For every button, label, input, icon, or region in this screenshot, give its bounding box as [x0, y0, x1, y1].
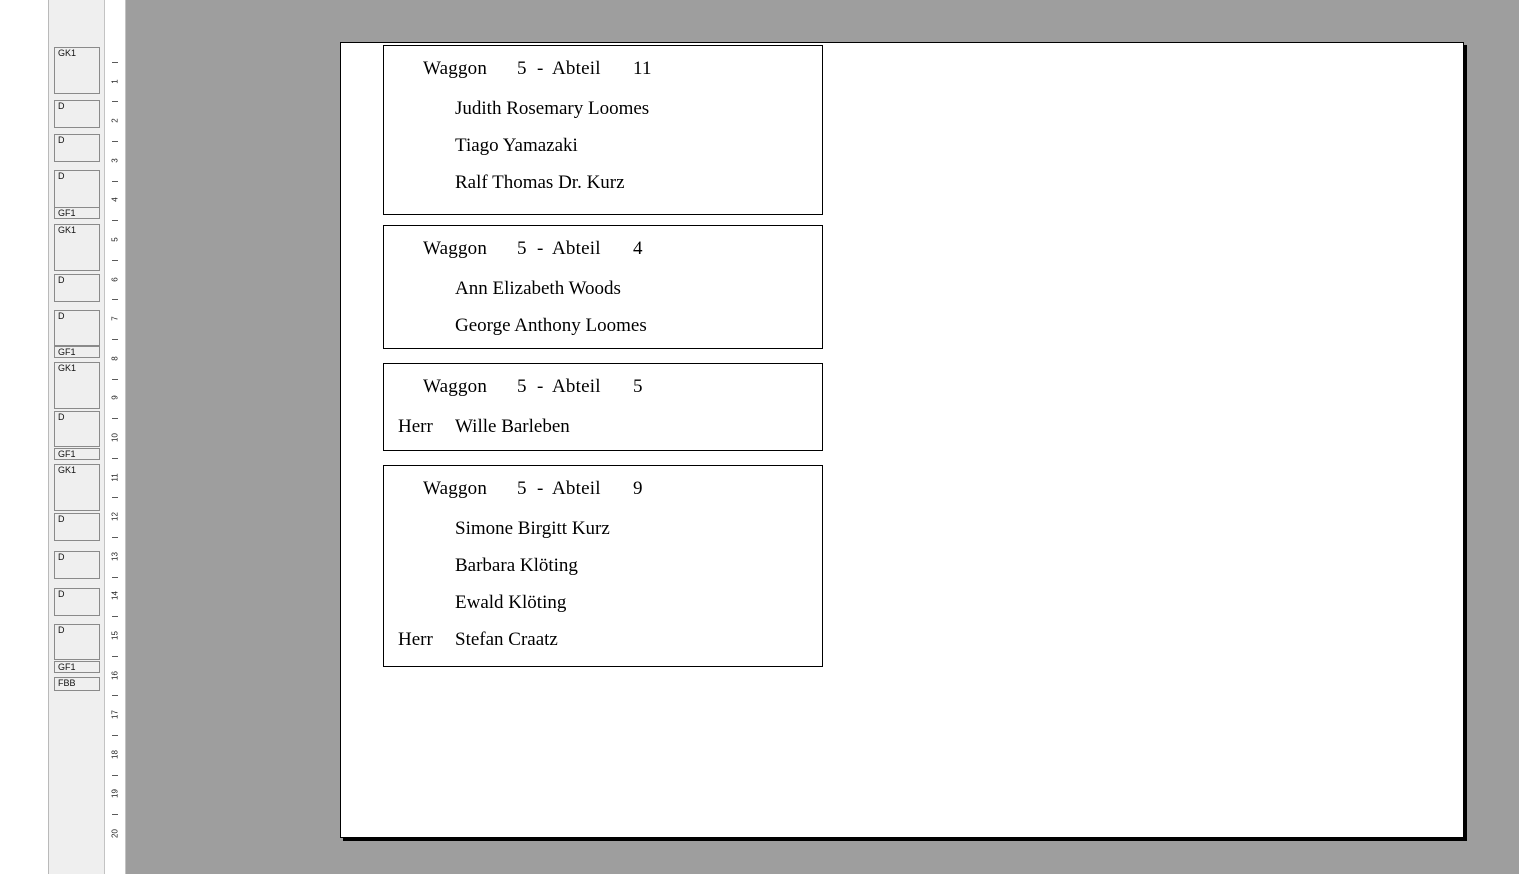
band-label: D	[58, 514, 65, 524]
waggon-word: Waggon	[423, 376, 488, 397]
ruler-minor-tick	[112, 656, 118, 657]
band-label: D	[58, 552, 65, 562]
ruler-minor-tick	[112, 537, 118, 538]
ruler-minor-tick	[112, 814, 118, 815]
ruler-minor-tick	[112, 379, 118, 380]
band-label: D	[58, 275, 65, 285]
ruler-minor-tick	[112, 101, 118, 102]
ruler-tick-label: 18	[110, 749, 120, 759]
band-label: FBB	[58, 678, 76, 688]
person-name: George Anthony Loomes	[455, 315, 647, 336]
band-gf1-11[interactable]	[54, 448, 100, 460]
abteil-number: 5	[633, 376, 643, 397]
band-gf1-17[interactable]	[54, 661, 100, 673]
band-gk1-5[interactable]	[54, 224, 100, 271]
abteil-number: 11	[633, 58, 652, 79]
header-separator: -	[537, 478, 544, 499]
band-label: GK1	[58, 48, 77, 58]
person-name: Simone Birgitt Kurz	[455, 518, 610, 539]
vertical-ruler	[105, 0, 126, 874]
band-label: D	[58, 171, 65, 181]
design-canvas[interactable]	[126, 0, 1519, 874]
waggon-number: 5	[517, 376, 527, 397]
ruler-minor-tick	[112, 775, 118, 776]
person-name: Wille Barleben	[455, 416, 570, 437]
band-label: D	[58, 412, 65, 422]
ruler-tick-label: 3	[110, 158, 120, 163]
band-d-14[interactable]	[54, 551, 100, 579]
band-d-1[interactable]	[54, 100, 100, 128]
band-gk1-9[interactable]	[54, 362, 100, 409]
waggon-word: Waggon	[423, 478, 488, 499]
label-frame[interactable]	[383, 465, 823, 667]
waggon-word: Waggon	[423, 238, 488, 259]
ruler-tick-label: 7	[110, 316, 120, 321]
ruler-tick-label: 4	[110, 197, 120, 203]
waggon-number: 5	[517, 238, 527, 259]
abteil-word: Abteil	[552, 478, 601, 499]
abteil-number: 9	[633, 478, 643, 499]
band-label: D	[58, 311, 65, 321]
band-label: D	[58, 589, 65, 599]
band-gf1-4[interactable]	[54, 207, 100, 219]
ruler-minor-tick	[112, 695, 118, 696]
person-name: Ewald Klöting	[455, 592, 567, 613]
ruler-minor-tick	[112, 497, 118, 498]
ruler-tick-label: 17	[110, 710, 120, 720]
ruler-tick-label: 8	[110, 356, 120, 361]
ruler-tick-label: 19	[110, 789, 120, 799]
ruler-minor-tick	[112, 735, 118, 736]
band-d-15[interactable]	[54, 588, 100, 616]
left-margin-strip	[0, 0, 49, 874]
person-name: Stefan Craatz	[455, 629, 558, 650]
ruler-minor-tick	[112, 577, 118, 578]
label-frame[interactable]	[383, 225, 823, 349]
salutation: Herr	[398, 629, 433, 650]
ruler-minor-tick	[112, 616, 118, 617]
ruler-tick-label: 13	[110, 551, 120, 561]
ruler-minor-tick	[112, 62, 118, 63]
ruler-tick-label: 20	[110, 829, 120, 838]
waggon-number: 5	[517, 478, 527, 499]
person-name: Judith Rosemary Loomes	[455, 98, 650, 119]
person-name: Barbara Klöting	[455, 555, 578, 576]
waggon-number: 5	[517, 58, 527, 79]
band-d-10[interactable]	[54, 411, 100, 447]
abteil-number: 4	[633, 238, 643, 259]
header-separator: -	[537, 376, 544, 397]
ruler-tick-label: 12	[110, 512, 120, 522]
ruler-minor-tick	[112, 181, 118, 182]
section-band-panel[interactable]	[49, 0, 105, 874]
abteil-word: Abteil	[552, 376, 601, 397]
ruler-tick-label: 15	[110, 631, 120, 640]
band-label: GK1	[58, 363, 77, 373]
band-label: GF1	[58, 662, 76, 672]
ruler-tick-label: 9	[110, 395, 120, 401]
ruler-minor-tick	[112, 141, 118, 142]
ruler-tick-label: 2	[110, 118, 120, 123]
band-d-7[interactable]	[54, 310, 100, 346]
ruler-minor-tick	[112, 299, 118, 300]
band-d-13[interactable]	[54, 513, 100, 541]
band-label: GF1	[58, 347, 76, 357]
person-name: Ann Elizabeth Woods	[455, 278, 621, 299]
band-label: GF1	[58, 449, 76, 459]
salutation: Herr	[398, 416, 433, 437]
ruler-tick-label: 16	[110, 670, 120, 680]
band-label: GK1	[58, 225, 77, 235]
band-gf1-8[interactable]	[54, 346, 100, 358]
ruler-tick-label: 1	[110, 78, 120, 84]
ruler-tick-label: 5	[110, 237, 120, 242]
ruler-minor-tick	[112, 260, 118, 261]
ruler-minor-tick	[112, 458, 118, 459]
label-frame[interactable]	[383, 363, 823, 451]
abteil-word: Abteil	[552, 238, 601, 259]
waggon-word: Waggon	[423, 58, 488, 79]
band-label: D	[58, 135, 65, 145]
band-label: GF1	[58, 208, 76, 218]
band-label: GK1	[58, 465, 77, 475]
abteil-word: Abteil	[552, 58, 601, 79]
header-separator: -	[537, 238, 544, 259]
ruler-tick-label: 11	[110, 472, 120, 482]
ruler-minor-tick	[112, 339, 118, 340]
header-separator: -	[537, 58, 544, 79]
band-d-16[interactable]	[54, 624, 100, 660]
ruler-minor-tick	[112, 220, 118, 221]
label-frame[interactable]	[383, 45, 823, 215]
band-label: D	[58, 625, 65, 635]
band-fbb-18[interactable]	[54, 677, 100, 691]
band-label: D	[58, 101, 65, 111]
band-d-2[interactable]	[54, 134, 100, 162]
ruler-tick-label: 6	[110, 276, 120, 282]
band-gk1-0[interactable]	[54, 47, 100, 94]
person-name: Ralf Thomas Dr. Kurz	[455, 172, 625, 193]
report-page[interactable]	[340, 42, 1464, 838]
band-d-6[interactable]	[54, 274, 100, 302]
ruler-tick-label: 14	[110, 591, 120, 601]
ruler-tick-label: 10	[110, 433, 120, 442]
band-gk1-12[interactable]	[54, 464, 100, 511]
ruler-minor-tick	[112, 418, 118, 419]
person-name: Tiago Yamazaki	[455, 135, 578, 156]
band-d-3[interactable]	[54, 170, 100, 208]
